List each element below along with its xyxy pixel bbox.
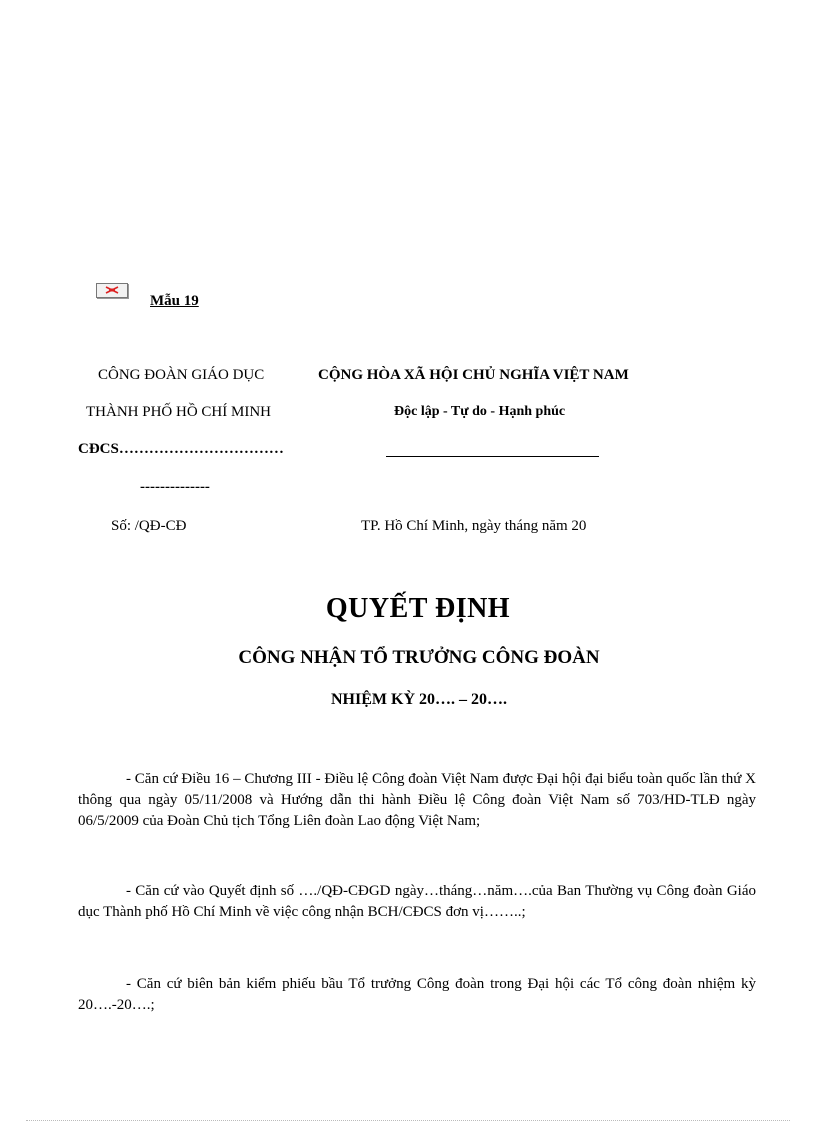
org-name-line1: CÔNG ĐOÀN GIÁO DỤC <box>98 367 265 383</box>
place-date: TP. Hồ Chí Minh, ngày tháng năm 20 <box>361 518 587 534</box>
document-subtitle: CÔNG NHẬN TỔ TRƯỞNG CÔNG ĐOÀN <box>238 647 600 668</box>
org-separator: -------------- <box>140 479 210 495</box>
page-bottom-border <box>26 1120 790 1121</box>
document-term: NHIỆM KỲ 20…. – 20…. <box>331 691 507 708</box>
national-motto: Độc lập - Tự do - Hạnh phúc <box>394 404 566 419</box>
document-number: Số: /QĐ-CĐ <box>111 518 187 534</box>
paragraph-basis-3: - Căn cứ biên bản kiểm phiếu bầu Tổ trưởng Công đoàn trong Đại hội các Tổ công đoàn nhiệm kỳ 20….-20….; <box>78 976 756 1013</box>
national-title: CỘNG HÒA XÃ HỘI CHỦ NGHĨA VIỆT NAM <box>318 367 629 383</box>
motto-underline <box>386 456 599 457</box>
paragraph-basis-1: - Căn cứ Điều 16 – Chương III - Điều lệ Công đoàn Việt Nam được Đại hội đại biểu toàn quốc lần thứ X thông qua ngày 05/11/2008 và Hướng dẫn thi hành Điều lệ Công đoàn Việt Nam số 703/HD-TLĐ ngày 06/5/2009 của Đoàn Chủ tịch Tổng Liên đoàn Lao động Việt Nam; <box>78 771 756 829</box>
document-title: QUYẾT ĐỊNH <box>325 593 511 624</box>
org-name-line3: CĐCS…………………………… <box>78 441 284 457</box>
org-name-line2: THÀNH PHỐ HỒ CHÍ MINH <box>86 404 271 420</box>
form-label: Mẫu 19 <box>150 293 199 309</box>
paragraph-basis-2: - Căn cứ vào Quyết định số …./QĐ-CĐGD ngày…tháng…năm….của Ban Thường vụ Công đoàn Giáo dục Thành phố Hồ Chí Minh về việc công nhận BCH/CĐCS đơn vị……..; <box>78 883 756 920</box>
broken-image-icon <box>96 283 128 298</box>
